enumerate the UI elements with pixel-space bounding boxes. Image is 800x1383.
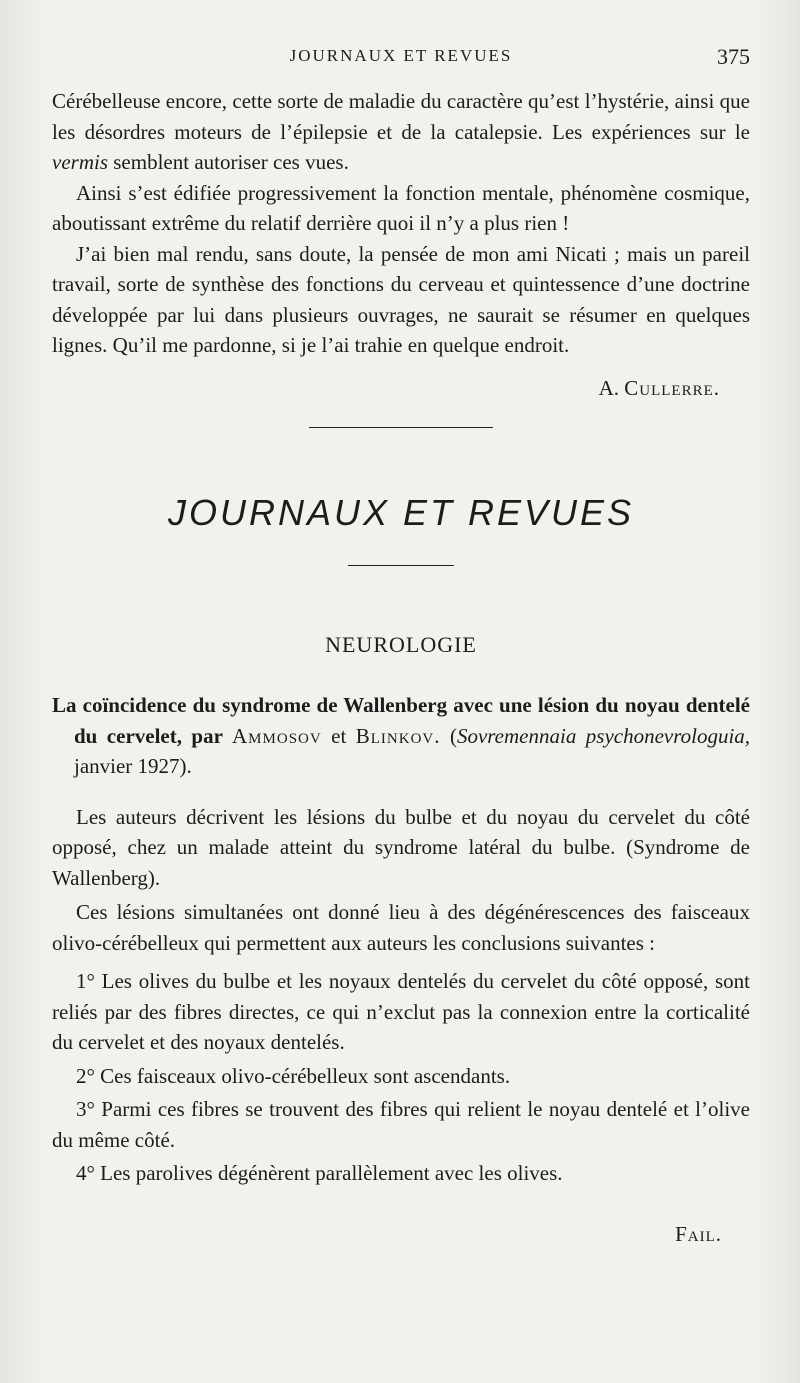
continuation-paragraph: J’ai bien mal rendu, sans doute, la pensée de mon ami Nicati ; mais un pareil travail, sorte de synthèse des fonctions du cerveau et quintessence d’une doctrine développée par lui dans plusieurs ouvrages, ne saurait se résumer en quelques lignes. Qu’il me pardonne, si je l’ai trahie en quelque endroit.: [52, 241, 750, 357]
divider-rule: [348, 565, 454, 566]
conclusions-list: [52, 966, 750, 1189]
subsection-heading: NEUROLOGIE: [325, 631, 477, 657]
journal-name: Sovremennaia psychonevrologuia,: [456, 723, 751, 748]
list-item: 2° Ces faisceaux olivo-cérébelleux sont ascendants.: [76, 1063, 511, 1088]
author-signature: A. Cullerre.: [598, 375, 720, 400]
running-head: [52, 44, 750, 74]
list-item: 4° Les parolives dégénèrent parallèlement avec les olives.: [76, 1161, 563, 1185]
author-name: Blinkov.: [355, 723, 441, 748]
page-body: [52, 86, 750, 1249]
list-item: 3° Parmi ces fibres se trouvent des fibres qui relient le noyau dentelé et l’olive du même côté.: [52, 1097, 750, 1152]
running-head-title: JOURNAUX ET REVUES: [289, 46, 513, 65]
article-paragraph: Ces lésions simultanées ont donné lieu à des dégénérescences des faisceaux olivo-cérébelleux qui permettent aux auteurs les conclusions suivantes :: [52, 900, 750, 955]
emphasis-vermis: vermis: [52, 150, 108, 174]
publication-date: janvier 1927).: [74, 754, 192, 778]
reviewer-signature: Fail.: [675, 1221, 722, 1246]
page-number: 375: [717, 44, 750, 69]
continuation-paragraph: Cérébelleuse encore, cette sorte de maladie du caractère qu’est l’hystérie, ainsi que les désordres moteurs de l’épilepsie et de la catalepsie. Les expériences sur le vermis semblent autoriser ces vues.: [52, 89, 750, 174]
list-item: 1° Les olives du bulbe et les noyaux dentelés du cervelet du côté opposé, sont reliés par des fibres directes, ce qui n’exclut pas la connexion entre la corticalité du cervelet et des noyaux dentelés.: [52, 969, 750, 1054]
article-paragraph: Les auteurs décrivent les lésions du bulbe et du noyau du cervelet du côté opposé, chez un malade atteint du syndrome latéral du bulbe. (Syndrome de Wallenberg).: [52, 804, 750, 890]
author-name: Ammosov: [232, 723, 322, 748]
section-title: JOURNAUX ET REVUES: [167, 492, 635, 533]
continuation-paragraph: Ainsi s’est édifiée progressivement la fonction mentale, phénomène cosmique, aboutissant extrême du relatif derrière quoi il n’y a plus rien !: [52, 180, 750, 235]
article-title: La coïncidence du syndrome de Wallenberg avec une lésion du noyau dentelé du cervelet, par Ammosov et Blinkov. (Sovremennaia psychonevrologuia, janvier 1927).: [52, 693, 751, 778]
divider-rule: [309, 427, 493, 428]
